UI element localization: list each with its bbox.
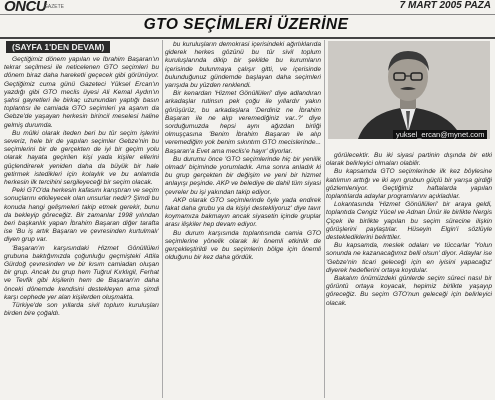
paragraph: görülecektir. Bu iki siyasi partinin dışında bir etki olarak belirleyici olmaları olabilir. <box>326 152 492 168</box>
paragraph: Geçtiğimiz dönem yapılan ve İbrahim Başaran'ın tekrar seçilmesi ile neticelenen GTO seçimleri bu dönem biraz daha hareketli geçecek gibi görünüyor. Geçtiğimiz cuma günü Gazeteci Yüksel Ercan'ın yazdığı gibi GTO meclis üyesi Ali Kemal Aydın'ın şahsi gayretleri ile birkaç uzunundan yaptığı basın toplantısı ile camiada GTO seçimleri ya aşanın da Gebze'de yaşayan herkesin birincil meselesi haline gelmiş durumda. <box>4 56 159 129</box>
article-column-1 <box>4 56 159 400</box>
portrait-photo <box>328 41 490 139</box>
paragraph: AKP olarak GTO seçimlerinde öyle yada endirek fakat daha grubu ya da kişiyi destekliyoruz' diye tavır koymamıza bakmayın ancak siyasetin içinde gruplar arası ilişkiler hep devam ediyor. <box>165 196 321 229</box>
article-column-2 <box>165 41 321 400</box>
column-divider <box>324 40 325 398</box>
paragraph: Bu kapsamda GTO seçimlerinde ilk kez böylesine katılımın arttığı ve iki ayrı grubun güçlü bir yarışa girdiği gözlemleniyor. Geçtiğimiz haftalarda yapılan toplantılarda adaylar programlarını açıkladılar. <box>326 168 492 201</box>
paragraph: Bir kenardan 'Hizmet Gönüllüleri' diye adlandıran arkadaşlar rutinsın pek çoğu ile yıllardır yakın görüşürüz, bu arkadaşlara 'Derdiniz ne İbrahim Başaran ile ne alıp veremediğiniz var..?' diye sorduğumuzda hepsi aynı ağızdan birliği olmuşçasına 'Benim İbrahim Başaran ile alıp veremediğim yok benim sıkıntım GTO mecislerinde... Başaran'a Evet ama meclis'e hayır' diyorlar. <box>165 90 321 155</box>
issue-date: 7 MART 2005 PAZA <box>399 0 491 11</box>
masthead-strip <box>0 0 495 15</box>
paragraph: Peki GTO'da herkesin kafasını karıştıran ve seçim sonuçlarını etkileyecek olan unsurlar nedir? Şimdi bu konuda hangi gelişmeleri takip etmek gerekir, bunu da bekleyip göreceğiz. Bir zamanlar 1998 yılından beri başkanlık yapan İbrahim Başaran diğer tarafta ise 'Bu iş artık Başaran ve çevresinden kurtulmalı' diyen grup var. <box>4 187 159 244</box>
portrait-icon <box>328 41 490 139</box>
headline-rule <box>0 37 495 39</box>
paragraph: Bakalım önümüzdeki günlerde seçim süreci nasıl bir görüntü ortaya koyacak, hepimiz birlikte yaşayıp göreceğiz. Bu seçim GTO'nun geleceği için belirleyici olacak. <box>326 275 492 307</box>
paragraph: Lokantasında 'Hizmet Gönüllüleri' bir araya geldi, toplantıda Cengiz Yücel ve Adnan Ünür ile birlikte Nergis Çiçek ile birlikte yapılan bu seçim sürecine ilişkin görüşlerini paylaştılar. Hüseyin Elgin'i sözlüyle desteklediklerini belirttiler. <box>326 201 492 242</box>
author-email-caption: yuksel_ercan@mynet.com <box>393 130 487 139</box>
paragraph: Bu kapsamda, meslek odaları ve tüccarlar 'Yolun sonunda ne kazanacağımız belli olsun' diyor. Adaylar ise 'Gebze'nin ticari geleceği için en iyisini yapacağız' diyerek hedeflerini ortaya koydular. <box>326 242 492 274</box>
article-headline: GTO SEÇİMLERİ ÜZERİNE <box>143 16 349 33</box>
column-divider <box>162 40 163 398</box>
paragraph: Türkiye'de son yıllarda sivil toplum kuruluşları birden bire çoğaldı. <box>4 302 159 318</box>
paragraph: bu kuruluşların demokrasi içerisindeki ağırlıklarıda giderek herkes gözünü bu tür sivil toplum kuruluşlarında dikip bir şekilde bu kurumların içerisinde bulunmaya çalışır gitti, ve içerisinde bulunduğunuz gündemde başlayan daha seçimleri yarışıda bu yüzden renklendi. <box>165 41 321 90</box>
continuation-kicker: (SAYFA 1'DEN DEVAM) <box>6 41 110 53</box>
paragraph: Bu mülki olarak iteden beri bu tür seçim işlerini severiz, hele bir de yapılan seçimler Gebze'nin bu seçimlerini bir de gerçekten de iyi bir geçim yolu olarak hayata geçirilen kişi yada kişiler ellerini güçlendirerek yeniden daha da büyük bir hale getirmek istedikleri için kolaylık ve bu anlamda herkesin ilk tercihini sergileyeceği bir seçim olacak. <box>4 129 159 187</box>
newspaper-logo: ONCU <box>4 0 47 15</box>
paragraph: Bu durum karşısında toplantısında camia GTO seçimlerine yönelik olarak iki önemli etkinlik de gerçekleştirildi ve bu seçimlerin bölge için önemli olduğunu bir kez daha gördük. <box>165 229 321 262</box>
paragraph: 'Başaran'ın karşısındaki Hizmet Gönüllüleri grubuna baktığımızda çoğunluğu geçmişteki Attila Gürdoğ çevresinden ve bir kısım camiadan oluşan bir grup. Ancak bu grup hem Tuğrul Kırklıgil, Ferhat ve Tevfik gibi kişilerin hem de Başaran'ın daha önceki dönemde kendisini destekleyen ama şimdi karşı cephede yer alan kişilerden oluşmakta. <box>4 244 159 301</box>
newspaper-logo-sub: GAZETE <box>44 4 65 10</box>
paragraph: Bu durumu önce 'GTO seçimlerinde hiç bir yenilik olmadı' biçiminde yorumladık. Ama sonra anladık ki bu grup gerçekten bir değişim ve yeni bir hizmet anlayışı peşinde. AKP ve belediye de dahil tüm siyasi çevreler bu işi yakından takip ediyor. <box>165 155 321 196</box>
article-column-3 <box>326 152 492 400</box>
